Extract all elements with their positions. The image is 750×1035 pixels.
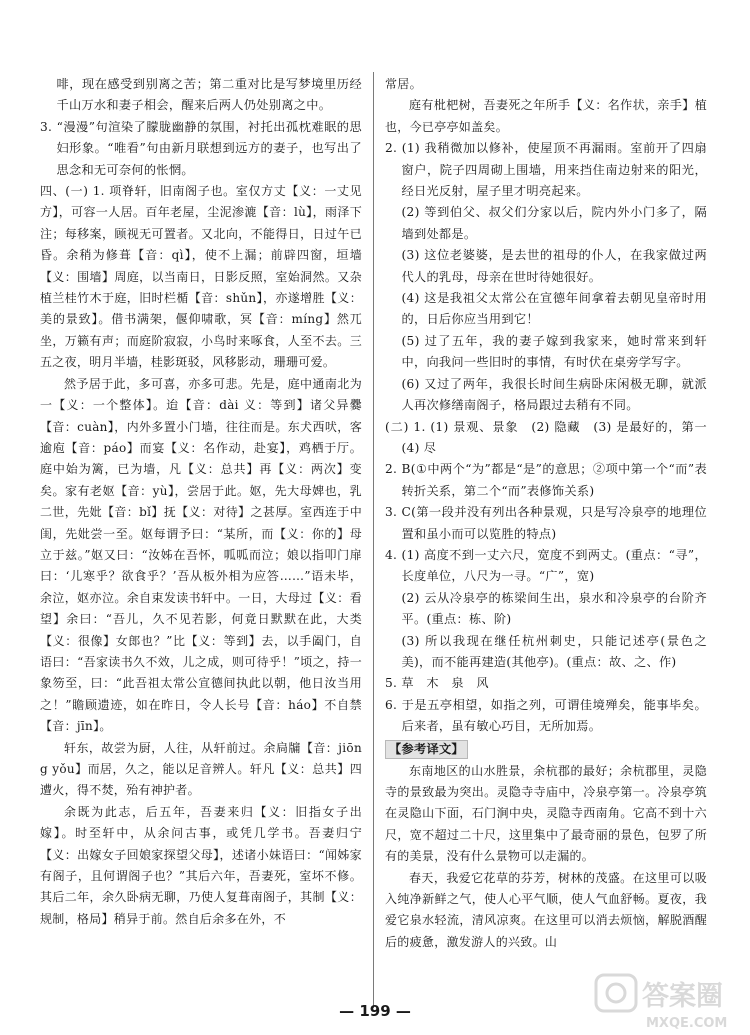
answer-subitem: (3) 这位老婆婆，是去世的祖母的仆人，在我家做过两代人的乳母，母亲在世时待她很好。 xyxy=(401,248,707,284)
watermark-main-text: 答案圈 xyxy=(642,981,723,1012)
answer-subitem: (6) 又过了两年，我很长时间生病卧床闲极无聊，就派人再次修缮南阁子，格局跟过去稍有不同。 xyxy=(401,376,707,413)
left-column xyxy=(40,74,362,930)
answer-item: 2. B(①中两个“为”都是“是”的意思；②项中第一个“而”表转折关系，第二个“而”表修饰关系) xyxy=(385,462,707,498)
right-column xyxy=(385,74,720,953)
answer-item: (二) 1. (1) 景观、景象 (2) 隐藏 (3) 是最好的，第一 (4) 尽 xyxy=(385,419,720,455)
answer-item: 2. (1) 我稍微加以修补，使屋顶不再漏雨。室前开了四扇窗户，院子四周砌上围墙，用来挡住南边射来的阳光，经日光反射，屋子里才明亮起来。 xyxy=(385,141,707,199)
text-paragraph: 啡，现在感受到别离之苦；第二重对比是写梦境里历经千山万水和妻子相会，醒来后两人仍处别离之中。 xyxy=(56,77,362,113)
classical-text-paragraph: 轩东，故尝为厨，人往，从轩前过。余扃牖【音：jiōng yǒu】而居，久之，能以足音辨人。轩凡【义：总共】四遭火，得不焚，殆有神护者。 xyxy=(40,740,362,798)
column-divider xyxy=(373,72,374,1008)
answer-subitem: (3) 所以我现在继任杭州刺史，只能记述亭(景色之美)，而不能再建造(其他亭)。(重点：故、之、作) xyxy=(401,633,707,669)
translation-paragraph: 东南地区的山水胜景，余杭郡的最好；余杭郡里，灵隐寺的景致最为突出。灵隐寺寺庙中，冷泉亭第一。冷泉亭筑在灵隐山下面，石门涧中央，灵隐寺西南角。它高不到十六尺，宽不超过二十尺，这里集中了最奇丽的景色，包罗了所有的美景，没有什么景物可以走漏的。 xyxy=(385,763,707,864)
section-heading xyxy=(385,738,707,761)
translation-paragraph: 春天，我爱它花草的芬芳，树林的茂盛。在这里可以吸入纯净新鲜之气，使人心平气顺，使人气血舒畅。夏夜，我爱它泉水轻流，清风凉爽。在这里可以消去烦恼，解脱酒醒后的疲惫，激发游人的兴致。山 xyxy=(385,870,707,949)
reference-translation-tag: 【参考译文】 xyxy=(385,740,468,759)
classical-text-paragraph: 四、(一) 1. 项脊轩，旧南阁子也。室仅方丈【义：一丈见方】，可容一人居。百年老屋，尘泥渗漉【音：lù】，雨泽下注；每移案，顾视无可置者。又北向，不能得日，日过午已昏。余稍为修葺【音：qì】，使不上漏；前辟四窗，垣墙【义：围墙】周庭，以当南日，日影反照，室始洞然。又杂植兰桂竹木于庭，旧时栏楯【音：shǔn】，亦遂增胜【义：美的景致】。借书满架，偃仰啸歌，冥【音：míng】然兀坐，万籁有声；而庭阶寂寂，小鸟时来啄食，人至不去。三五之夜，明月半墙，桂影斑驳，风移影动，珊珊可爱。 xyxy=(40,184,362,370)
answer-item: 3. “漫漫”句渲染了朦胧幽静的氛围，衬托出孤枕难眠的思妇形象。“唯看”句由新月联想到远方的妻子，也写出了思念和无可奈何的怅惘。 xyxy=(40,119,362,177)
answer-subitem: (4) 这是我祖父太常公在宣德年间拿着去朝见皇帝时用的，日后你应当用到它！ xyxy=(401,291,707,327)
answer-item: 6. 于是五亭相望，如指之列，可谓佳境殚矣，能事毕矣。后来者，虽有敏心巧目，无所加焉。 xyxy=(385,697,707,734)
watermark-sub-text: MXQE.COM xyxy=(646,1016,728,1031)
page-number: — 199 — xyxy=(339,1002,411,1020)
answer-item: 3. C(第一段并没有列出各种景观，只是写冷泉亭的地理位置和虽小而可以览胜的特点) xyxy=(385,505,707,541)
answer-item: 4. (1) 高度不到一丈六尺，宽度不到两丈。(重点：“寻”，长度单位，八尺为一寻。“广”，宽) xyxy=(385,547,707,584)
answer-subitem: (2) 等到伯父、叔父们分家以后，院内外小门多了，隔墙到处都是。 xyxy=(401,205,707,241)
answer-subitem: (2) 云从冷泉亭的栋梁间生出，泉水和冷泉亭的台阶齐平。(重点：栋、阶) xyxy=(401,590,707,627)
classical-text-paragraph: 余既为此志，后五年，吾妻来归【义：旧指女子出嫁】。时至轩中，从余问古事，或凭几学书。吾妻归宁【义：出嫁女子回娘家探望父母】，述诸小妹语曰：“闻姊家有阁子，且何谓阁子也？”其后六年，吾妻死，室坏不修。其后二年，余久卧病无聊，乃使人复葺南阁子，其制【义：规制，格局】稍异于前。然自后余多在外，不 xyxy=(40,804,362,926)
answer-item: 5. 草 木 泉 风 xyxy=(385,676,489,691)
classical-text-paragraph: 常居。 xyxy=(385,77,422,91)
classical-text-paragraph: 然予居于此，多可喜，亦多可悲。先是，庭中通南北为一【义：一个整体】。迨【音：dài 义：等到】诸父异爨【音：cuàn】，内外多置小门墙，往往而是。东犬西吠，客逾庖【音：páo】而宴【义：名作动，赴宴】，鸡栖于厅。庭中始为篱，已为墙，凡【义：总共】再【义：两次】变矣。家有老妪【音：yù】，尝居于此。妪，先大母婢也，乳二世，先妣【音：bǐ】抚【义：对待】之甚厚。室西连于中闺，先妣尝一至。妪每谓予曰：“某所，而【义：你的】母立于兹。”妪又曰：“汝姊在吾怀，呱呱而泣；娘以指叩门扉曰：‘儿寒乎？欲食乎？’吾从板外相为应答……”语未毕，余泣，妪亦泣。余自束发读书轩中。一日，大母过【义：看望】余曰：“吾儿，久不见若影，何竟日默默在此，大类【义：很像】女郎也？”比【义：等到】去，以手阖门，自语曰：“吾家读书久不效，儿之成，则可待乎！”顷之，持一象笏至，曰：“此吾祖太常公宣德间执此以朝，他日汝当用之！”瞻顾遗迹，如在昨日，令人长号【音：háo】不自禁【音：jīn】。 xyxy=(40,376,362,734)
watermark-logo xyxy=(594,971,744,1033)
classical-text-paragraph: 庭有枇杷树，吾妻死之年所手【义：名作状，亲手】植也，今已亭亭如盖矣。 xyxy=(385,98,707,134)
answer-subitem: (5) 过了五年，我的妻子嫁到我家来，她时常来到轩中，向我问一些旧时的事情，有时伏在桌旁学写字。 xyxy=(401,333,707,370)
